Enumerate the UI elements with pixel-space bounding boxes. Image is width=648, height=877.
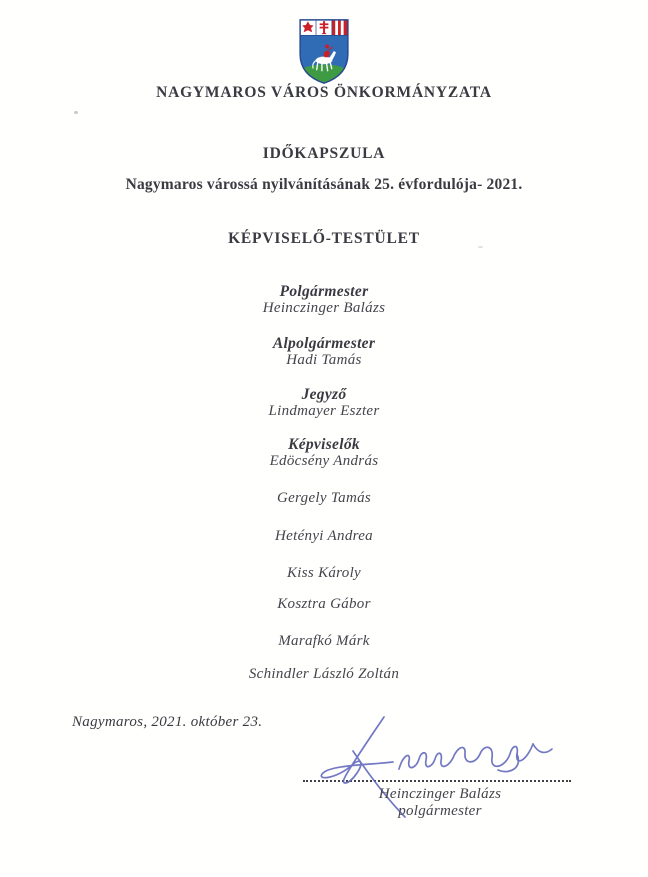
dateline: Nagymaros, 2021. október 23. xyxy=(72,714,263,730)
representative-name: Hetényi Andrea xyxy=(275,528,373,544)
representative-name: Marafkó Márk xyxy=(278,633,370,649)
role-mayor: Polgármester xyxy=(279,283,369,300)
municipality-title: NAGYMAROS VÁROS ÖNKORMÁNYZATA xyxy=(156,84,492,101)
role-representatives: Képviselők xyxy=(288,436,360,453)
role-notary: Jegyző xyxy=(301,386,347,403)
deputy-mayor-name: Hadi Tamás xyxy=(286,352,362,368)
nagymaros-coat-of-arms-icon xyxy=(297,16,351,86)
representative-name: Kiss Károly xyxy=(286,565,361,581)
representative-name: Schindler László Zoltán xyxy=(248,666,400,682)
section-heading: KÉPVISELŐ-TESTÜLET xyxy=(228,230,420,247)
signature-line xyxy=(303,766,571,782)
representative-name: Gergely Tamás xyxy=(276,490,372,506)
document-subtitle: Nagymaros várossá nyilvánításának 25. évfordulója- 2021. xyxy=(125,176,523,193)
document-title: IDŐKAPSZULA xyxy=(262,145,386,162)
notary-name: Lindmayer Eszter xyxy=(268,403,380,419)
mayor-name: Heinczinger Balázs xyxy=(262,300,386,316)
signer-name: Heinczinger Balázs xyxy=(378,786,502,802)
representative-name: Edöcsény András xyxy=(269,453,379,469)
representative-name: Kosztra Gábor xyxy=(277,596,371,612)
signer-title: polgármester xyxy=(398,803,482,819)
scan-speck xyxy=(74,111,78,114)
signature-block xyxy=(330,786,550,820)
role-deputy-mayor: Alpolgármester xyxy=(272,335,376,352)
